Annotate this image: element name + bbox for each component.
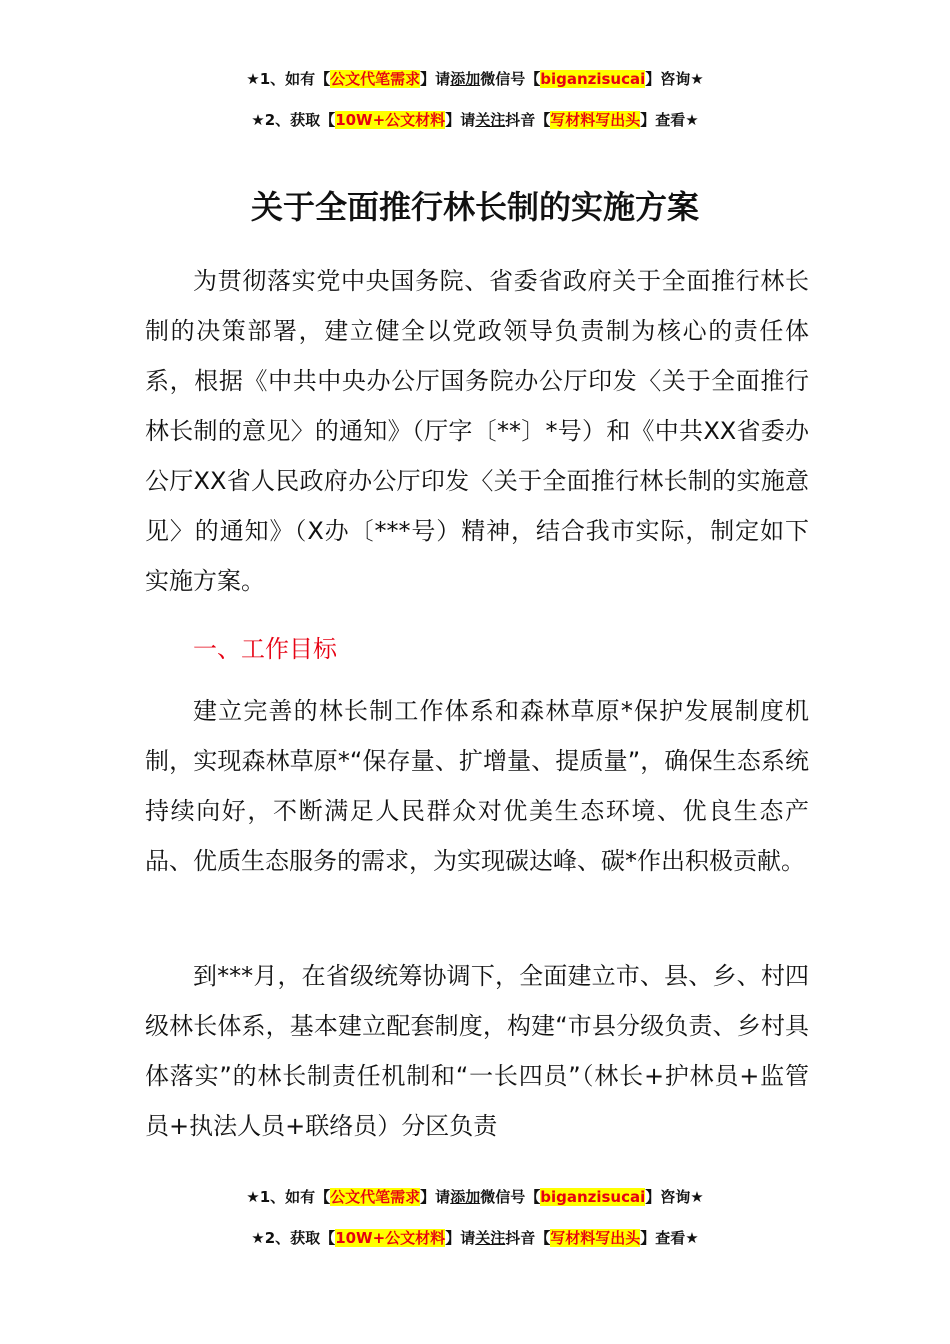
banner-suffix: 】咨询★ <box>645 70 704 88</box>
banner-text: 微信号【 <box>480 70 541 88</box>
banner-text: 抖音【 <box>505 1229 551 1247</box>
banner-prefix: ★2、获取【 <box>251 1229 336 1247</box>
banner-text: 】请 <box>420 70 451 88</box>
banner-text: 】请 <box>445 111 476 129</box>
header-banner-line-2 <box>0 109 950 131</box>
footer-banner-line-2 <box>0 1227 950 1249</box>
banner-highlight: biganzisucai <box>540 1188 646 1206</box>
banner-underlined-text: 添加 <box>450 70 481 88</box>
banner-prefix: ★1、如有【 <box>246 70 331 88</box>
banner-text: 抖音【 <box>505 111 551 129</box>
banner-suffix: 】咨询★ <box>645 1188 704 1206</box>
banner-highlight: biganzisucai <box>540 70 646 88</box>
banner-text: 微信号【 <box>480 1188 541 1206</box>
document-title: 关于全面推行林长制的实施方案 <box>250 188 699 226</box>
section-paragraph-2: 到***月，在省级统筹协调下，全面建立市、县、乡、村四级林长体系，基本建立配套制度，构建“市县分级负责、乡村具体落实”的林长制责任机制和“一长四员”（林长+护林员+监管员+执法人员+联络员）分区负责 <box>145 962 809 1140</box>
footer-banner-line-1 <box>0 1186 950 1208</box>
banner-suffix: 】查看★ <box>640 1229 699 1247</box>
banner-underlined-text: 关注 <box>475 111 506 129</box>
banner-underlined-text: 关注 <box>475 1229 506 1247</box>
intro-paragraph: 为贯彻落实党中央国务院、省委省政府关于全面推行林长制的决策部署，建立健全以党政领导负责制为核心的责任体系，根据《中共中央办公厅国务院办公厅印发〈关于全面推行林长制的意见〉的通知》（厅字〔**〕*号）和《中共XX省委办公厅XX省人民政府办公厅印发〈关于全面推行林长制的实施意见〉的通知》（X办〔***号）精神，结合我市实际，制定如下实施方案。 <box>145 267 809 595</box>
header-banner-line-1 <box>0 68 950 90</box>
banner-prefix: ★2、获取【 <box>251 111 336 129</box>
banner-text: 】请 <box>420 1188 451 1206</box>
banner-highlight: 公文代笔需求 <box>330 70 421 88</box>
section-heading: 一、工作目标 <box>193 635 337 663</box>
banner-underlined-text: 添加 <box>450 1188 481 1206</box>
banner-suffix: 】查看★ <box>640 111 699 129</box>
banner-highlight: 10W+公文材料 <box>335 1229 446 1247</box>
banner-highlight: 10W+公文材料 <box>335 111 446 129</box>
banner-prefix: ★1、如有【 <box>246 1188 331 1206</box>
banner-highlight: 写材料写出头 <box>550 111 641 129</box>
section-paragraph-1: 建立完善的林长制工作体系和森林草原*保护发展制度机制，实现森林草原*“保存量、扩增量、提质量”，确保生态系统持续向好，不断满足人民群众对优美生态环境、优良生态产品、优质生态服务的需求，为实现碳达峰、碳*作出积极贡献。 <box>145 697 809 875</box>
banner-text: 】请 <box>445 1229 476 1247</box>
banner-highlight: 公文代笔需求 <box>330 1188 421 1206</box>
banner-highlight: 写材料写出头 <box>550 1229 641 1247</box>
